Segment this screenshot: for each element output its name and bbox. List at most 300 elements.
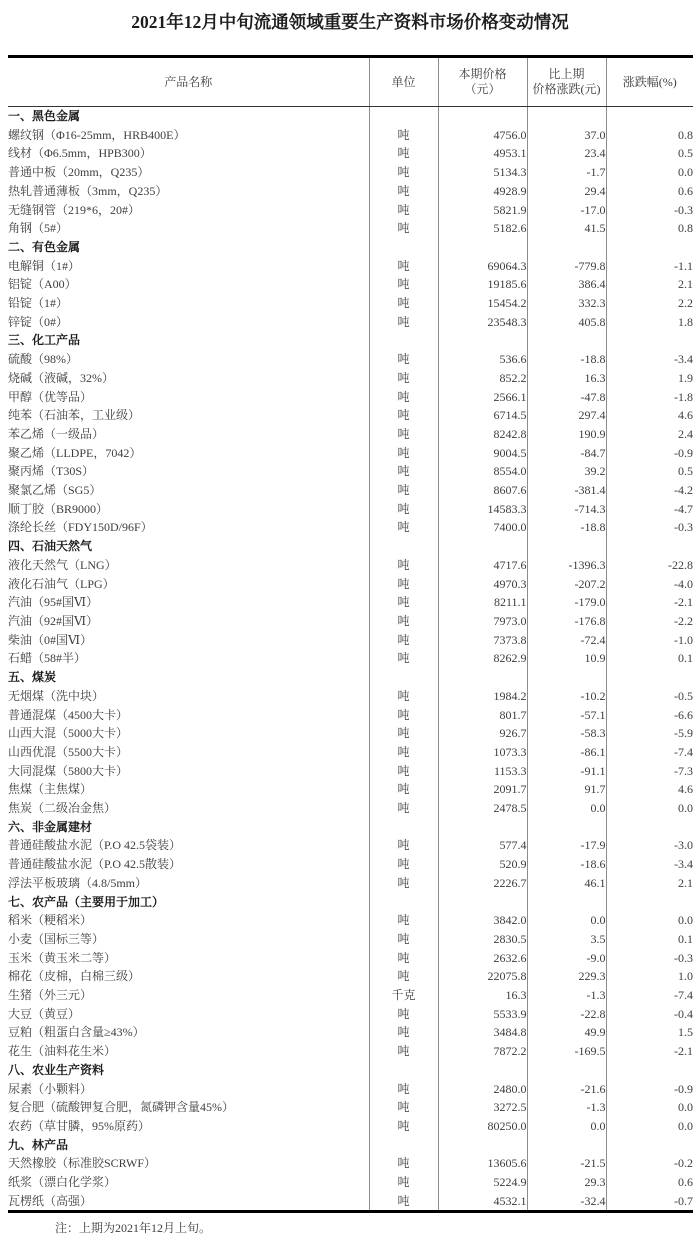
pct-value: -5.9 [674, 726, 693, 741]
unit-value: 吨 [369, 500, 438, 519]
product-name: 柴油（0#国Ⅵ） [8, 631, 369, 650]
product-name: 纯苯（石油苯，工业级） [8, 406, 369, 425]
price-value: 1153.3 [438, 762, 527, 781]
change-value: 37.0 [527, 126, 606, 145]
pct-value: -7.4 [674, 988, 693, 1003]
unit-value: 吨 [369, 126, 438, 145]
section-unit-cell [369, 537, 438, 556]
header-change [527, 57, 606, 107]
section-name: 三、化工产品 [8, 331, 369, 350]
pct-value: -4.0 [674, 576, 693, 591]
pct-value: -6.6 [674, 707, 693, 722]
pct-value: -0.9 [674, 1081, 693, 1096]
unit-value: 吨 [369, 1005, 438, 1024]
unit-value: 吨 [369, 967, 438, 986]
unit-value: 吨 [369, 575, 438, 594]
pct-value: -1.8 [674, 389, 693, 404]
product-name: 玉米（黄玉米二等） [8, 949, 369, 968]
product-name: 焦煤（主焦煤） [8, 780, 369, 799]
change-value: -9.0 [527, 949, 606, 968]
section-pct-cell [606, 238, 693, 257]
product-name: 角钢（5#） [8, 219, 369, 238]
unit-value: 吨 [369, 762, 438, 781]
change-value: 297.4 [527, 406, 606, 425]
price-value: 8554.0 [438, 462, 527, 481]
section-price-cell [438, 893, 527, 912]
section-row [8, 537, 693, 556]
pct-value: 0.1 [678, 931, 693, 946]
section-price-cell [438, 537, 527, 556]
section-row [8, 818, 693, 837]
change-value: -86.1 [527, 743, 606, 762]
change-value: -17.9 [527, 836, 606, 855]
table-row [8, 294, 693, 313]
section-pct-cell [606, 668, 693, 687]
product-name: 顺丁胶（BR9000） [8, 500, 369, 519]
unit-value: 吨 [369, 1042, 438, 1061]
change-value: 16.3 [527, 369, 606, 388]
unit-value: 吨 [369, 612, 438, 631]
table-row [8, 687, 693, 706]
pct-value: 0.6 [678, 183, 693, 198]
change-value: -17.0 [527, 201, 606, 220]
section-row [8, 331, 693, 350]
product-name: 普通硅酸盐水泥（P.O 42.5袋装） [8, 836, 369, 855]
section-pct-cell [606, 537, 693, 556]
change-value: -381.4 [527, 481, 606, 500]
header-row [8, 57, 693, 107]
unit-value: 吨 [369, 930, 438, 949]
change-value: -57.1 [527, 706, 606, 725]
price-value: 2830.5 [438, 930, 527, 949]
price-value: 5134.3 [438, 163, 527, 182]
product-name: 农药（草甘膦，95%原药） [8, 1117, 369, 1136]
change-value: 23.4 [527, 144, 606, 163]
product-name: 聚氯乙烯（SG5） [8, 481, 369, 500]
section-row [8, 893, 693, 912]
table-row [8, 855, 693, 874]
header-unit: 单位 [369, 57, 438, 107]
product-name: 大同混煤（5800大卡） [8, 762, 369, 781]
table-row [8, 275, 693, 294]
change-value: 405.8 [527, 313, 606, 332]
change-value: 0.0 [527, 911, 606, 930]
product-name: 烧碱（液碱，32%） [8, 369, 369, 388]
pct-value: -2.2 [674, 613, 693, 628]
section-pct-cell [606, 331, 693, 350]
unit-value: 吨 [369, 1080, 438, 1099]
price-value: 7872.2 [438, 1042, 527, 1061]
change-value: -21.6 [527, 1080, 606, 1099]
header-price-line2: （元） [464, 82, 501, 96]
product-name: 小麦（国标三等） [8, 930, 369, 949]
price-value: 4953.1 [438, 144, 527, 163]
product-name: 苯乙烯（一级品） [8, 425, 369, 444]
unit-value: 吨 [369, 294, 438, 313]
pct-value: 1.8 [678, 314, 693, 329]
table-row [8, 462, 693, 481]
unit-value: 吨 [369, 163, 438, 182]
unit-value: 吨 [369, 706, 438, 725]
table-row [8, 369, 693, 388]
table-row [8, 967, 693, 986]
table-row [8, 313, 693, 332]
unit-value: 吨 [369, 1154, 438, 1173]
unit-value: 吨 [369, 201, 438, 220]
product-name: 铅锭（1#） [8, 294, 369, 313]
unit-value: 吨 [369, 518, 438, 537]
change-value: 46.1 [527, 874, 606, 893]
change-value: 29.3 [527, 1173, 606, 1192]
section-name: 五、煤炭 [8, 668, 369, 687]
price-value: 7973.0 [438, 612, 527, 631]
change-value: 0.0 [527, 1117, 606, 1136]
section-unit-cell [369, 331, 438, 350]
table-row [8, 762, 693, 781]
pct-value: 0.0 [678, 1100, 693, 1115]
section-unit-cell [369, 107, 438, 126]
table-row [8, 388, 693, 407]
product-name: 瓦楞纸（高强） [8, 1192, 369, 1212]
table-row [8, 706, 693, 725]
table-row [8, 182, 693, 201]
price-value: 15454.2 [438, 294, 527, 313]
pct-value: -7.3 [674, 763, 693, 778]
price-value: 2566.1 [438, 388, 527, 407]
table-row [8, 575, 693, 594]
table-row [8, 1117, 693, 1136]
price-table [8, 55, 693, 1213]
change-value: 3.5 [527, 930, 606, 949]
unit-value: 千克 [369, 986, 438, 1005]
pct-value: -0.3 [674, 520, 693, 535]
product-name: 锌锭（0#） [8, 313, 369, 332]
table-row [8, 1005, 693, 1024]
pct-value: -2.1 [674, 595, 693, 610]
table-row [8, 631, 693, 650]
product-name: 无烟煤（洗中块） [8, 687, 369, 706]
change-value: -47.8 [527, 388, 606, 407]
section-price-cell [438, 1061, 527, 1080]
unit-value: 吨 [369, 593, 438, 612]
unit-value: 吨 [369, 631, 438, 650]
change-value: -32.4 [527, 1192, 606, 1212]
table-row [8, 144, 693, 163]
section-unit-cell [369, 818, 438, 837]
price-value: 23548.3 [438, 313, 527, 332]
change-value: -1.3 [527, 1098, 606, 1117]
product-name: 螺纹钢（Φ16-25mm，HRB400E） [8, 126, 369, 145]
product-name: 聚丙烯（T30S） [8, 462, 369, 481]
product-name: 稻米（粳稻米） [8, 911, 369, 930]
product-name: 豆粕（粗蛋白含量≥43%） [8, 1023, 369, 1042]
change-value: -18.8 [527, 518, 606, 537]
change-value: -779.8 [527, 257, 606, 276]
product-name: 普通中板（20mm，Q235） [8, 163, 369, 182]
change-value: -58.3 [527, 724, 606, 743]
table-row [8, 874, 693, 893]
price-value: 8607.6 [438, 481, 527, 500]
unit-value: 吨 [369, 369, 438, 388]
price-value: 80250.0 [438, 1117, 527, 1136]
section-change-cell [527, 668, 606, 687]
section-unit-cell [369, 1061, 438, 1080]
product-name: 天然橡胶（标准胶SCRWF） [8, 1154, 369, 1173]
header-change-line1: 比上期 [548, 67, 585, 81]
pct-value: 2.4 [678, 426, 693, 441]
change-value: -18.6 [527, 855, 606, 874]
price-value: 5182.6 [438, 219, 527, 238]
price-value: 14583.3 [438, 500, 527, 519]
product-name: 棉花（皮棉，白棉三级） [8, 967, 369, 986]
footnote: 注：上期为2021年12月上旬。 [55, 1221, 212, 1236]
change-value: -1.3 [527, 986, 606, 1005]
price-value: 1984.2 [438, 687, 527, 706]
product-name: 聚乙烯（LLDPE，7042） [8, 444, 369, 463]
price-value: 926.7 [438, 724, 527, 743]
table-row [8, 799, 693, 818]
section-name: 二、有色金属 [8, 238, 369, 257]
price-value: 4928.9 [438, 182, 527, 201]
pct-value: -1.1 [674, 258, 693, 273]
pct-value: 0.0 [678, 1118, 693, 1133]
product-name: 焦炭（二级冶金焦） [8, 799, 369, 818]
change-value: -1.7 [527, 163, 606, 182]
price-value: 16.3 [438, 986, 527, 1005]
product-name: 硫酸（98%） [8, 350, 369, 369]
pct-value: 2.1 [678, 875, 693, 890]
pct-value: 0.0 [678, 165, 693, 180]
product-name: 花生（油料花生米） [8, 1042, 369, 1061]
change-value: 10.9 [527, 649, 606, 668]
product-name: 线材（Φ6.5mm，HPB300） [8, 144, 369, 163]
unit-value: 吨 [369, 780, 438, 799]
unit-value: 吨 [369, 350, 438, 369]
table-row [8, 481, 693, 500]
section-change-cell [527, 238, 606, 257]
table-row [8, 201, 693, 220]
section-row [8, 238, 693, 257]
product-name: 汽油（92#国Ⅵ） [8, 612, 369, 631]
section-unit-cell [369, 893, 438, 912]
table-row [8, 612, 693, 631]
unit-value: 吨 [369, 743, 438, 762]
unit-value: 吨 [369, 949, 438, 968]
table-row [8, 780, 693, 799]
pct-value: 0.6 [678, 1175, 693, 1190]
product-name: 山西优混（5500大卡） [8, 743, 369, 762]
table-row [8, 444, 693, 463]
section-unit-cell [369, 668, 438, 687]
price-value: 4970.3 [438, 575, 527, 594]
product-name: 尿素（小颗料） [8, 1080, 369, 1099]
section-row [8, 1136, 693, 1155]
pct-value: 0.5 [678, 464, 693, 479]
table-row [8, 163, 693, 182]
price-value: 520.9 [438, 855, 527, 874]
pct-value: -3.0 [674, 838, 693, 853]
change-value: -21.5 [527, 1154, 606, 1173]
price-value: 69064.3 [438, 257, 527, 276]
unit-value: 吨 [369, 724, 438, 743]
change-value: 49.9 [527, 1023, 606, 1042]
product-name: 液化天然气（LNG） [8, 556, 369, 575]
unit-value: 吨 [369, 874, 438, 893]
section-change-cell [527, 331, 606, 350]
section-pct-cell [606, 818, 693, 837]
table-row [8, 1173, 693, 1192]
unit-value: 吨 [369, 799, 438, 818]
section-change-cell [527, 107, 606, 126]
table-row [8, 257, 693, 276]
unit-value: 吨 [369, 313, 438, 332]
table-row [8, 126, 693, 145]
section-row [8, 107, 693, 126]
price-value: 3842.0 [438, 911, 527, 930]
page-title: 2021年12月中旬流通领域重要生产资料市场价格变动情况 [131, 12, 569, 32]
section-name: 六、非金属建材 [8, 818, 369, 837]
change-value: 0.0 [527, 799, 606, 818]
price-value: 2091.7 [438, 780, 527, 799]
table-row [8, 219, 693, 238]
product-name: 纸浆（漂白化学浆） [8, 1173, 369, 1192]
change-value: 190.9 [527, 425, 606, 444]
table-row [8, 556, 693, 575]
price-value: 6714.5 [438, 406, 527, 425]
change-value: 39.2 [527, 462, 606, 481]
pct-value: 0.0 [678, 913, 693, 928]
pct-value: 0.1 [678, 651, 693, 666]
pct-value: -2.1 [674, 1044, 693, 1059]
price-value: 22075.8 [438, 967, 527, 986]
product-name: 涤纶长丝（FDY150D/96F） [8, 518, 369, 537]
pct-value: 0.8 [678, 221, 693, 236]
pct-value: -22.8 [668, 557, 693, 572]
section-price-cell [438, 818, 527, 837]
unit-value: 吨 [369, 425, 438, 444]
price-value: 852.2 [438, 369, 527, 388]
section-row [8, 668, 693, 687]
section-name: 八、农业生产资料 [8, 1061, 369, 1080]
price-value: 9004.5 [438, 444, 527, 463]
change-value: 229.3 [527, 967, 606, 986]
change-value: 91.7 [527, 780, 606, 799]
unit-value: 吨 [369, 219, 438, 238]
table-row [8, 406, 693, 425]
table-row [8, 425, 693, 444]
price-value: 7400.0 [438, 518, 527, 537]
table-row [8, 518, 693, 537]
section-name: 九、林产品 [8, 1136, 369, 1155]
section-price-cell [438, 238, 527, 257]
price-value: 5224.9 [438, 1173, 527, 1192]
product-name: 复合肥（硫酸钾复合肥，氮磷钾含量45%） [8, 1098, 369, 1117]
table-row [8, 930, 693, 949]
pct-value: 1.9 [678, 370, 693, 385]
pct-value: 2.2 [678, 296, 693, 311]
header-pct: 涨跌幅(%) [606, 57, 693, 107]
table-row [8, 724, 693, 743]
unit-value: 吨 [369, 687, 438, 706]
change-value: 41.5 [527, 219, 606, 238]
unit-value: 吨 [369, 1023, 438, 1042]
section-unit-cell [369, 1136, 438, 1155]
price-value: 8242.8 [438, 425, 527, 444]
section-pct-cell [606, 107, 693, 126]
table-row [8, 350, 693, 369]
section-change-cell [527, 893, 606, 912]
product-name: 液化石油气（LPG） [8, 575, 369, 594]
pct-value: -0.7 [674, 1193, 693, 1208]
unit-value: 吨 [369, 1192, 438, 1212]
unit-value: 吨 [369, 481, 438, 500]
section-name: 一、黑色金属 [8, 107, 369, 126]
table-row [8, 1080, 693, 1099]
unit-value: 吨 [369, 1098, 438, 1117]
product-name: 普通混煤（4500大卡） [8, 706, 369, 725]
unit-value: 吨 [369, 275, 438, 294]
unit-value: 吨 [369, 1173, 438, 1192]
price-value: 4717.6 [438, 556, 527, 575]
change-value: 332.3 [527, 294, 606, 313]
unit-value: 吨 [369, 462, 438, 481]
table-row [8, 986, 693, 1005]
header-change-line2: 价格涨跌(元) [532, 82, 601, 96]
pct-value: -0.4 [674, 1006, 693, 1021]
section-price-cell [438, 668, 527, 687]
table-row [8, 649, 693, 668]
section-unit-cell [369, 238, 438, 257]
price-value: 8262.9 [438, 649, 527, 668]
unit-value: 吨 [369, 556, 438, 575]
change-value: -10.2 [527, 687, 606, 706]
price-value: 19185.6 [438, 275, 527, 294]
price-value: 2478.5 [438, 799, 527, 818]
unit-value: 吨 [369, 855, 438, 874]
table-row [8, 1192, 693, 1212]
table-row [8, 949, 693, 968]
table-row [8, 1154, 693, 1173]
product-name: 浮法平板玻璃（4.8/5mm） [8, 874, 369, 893]
section-price-cell [438, 331, 527, 350]
change-value: -91.1 [527, 762, 606, 781]
change-value: -207.2 [527, 575, 606, 594]
price-value: 801.7 [438, 706, 527, 725]
change-value: -18.8 [527, 350, 606, 369]
section-change-cell [527, 537, 606, 556]
price-value: 7373.8 [438, 631, 527, 650]
unit-value: 吨 [369, 406, 438, 425]
price-value: 3272.5 [438, 1098, 527, 1117]
pct-value: 4.6 [678, 782, 693, 797]
table-row [8, 836, 693, 855]
section-price-cell [438, 107, 527, 126]
product-name: 山西大混（5000大卡） [8, 724, 369, 743]
section-row [8, 1061, 693, 1080]
price-value: 2480.0 [438, 1080, 527, 1099]
product-name: 铝锭（A00） [8, 275, 369, 294]
pct-value: 0.8 [678, 127, 693, 142]
pct-value: -0.2 [674, 1156, 693, 1171]
section-name: 四、石油天然气 [8, 537, 369, 556]
change-value: -179.0 [527, 593, 606, 612]
price-value: 8211.1 [438, 593, 527, 612]
pct-value: 2.1 [678, 277, 693, 292]
section-change-cell [527, 1136, 606, 1155]
section-price-cell [438, 1136, 527, 1155]
price-value: 577.4 [438, 836, 527, 855]
product-name: 大豆（黄豆） [8, 1005, 369, 1024]
